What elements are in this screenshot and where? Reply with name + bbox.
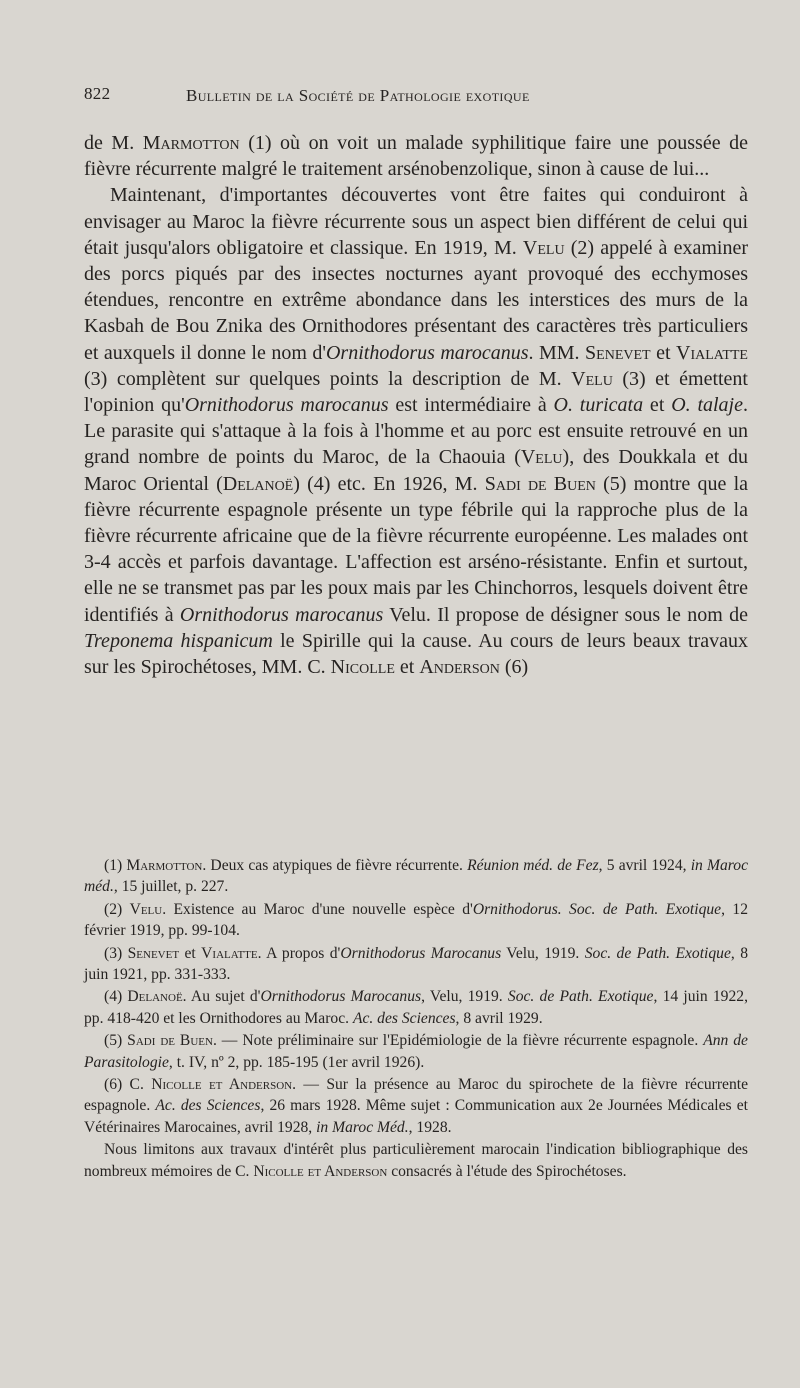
footnote-1: (1) Marmotton. Deux cas atypiques de fièvre récurrente. Réunion méd. de Fez, 5 avril 1924, in Maroc méd., 15 juillet, p. 227. xyxy=(84,857,748,896)
species-name: Ornithodorus marocanus xyxy=(325,341,529,364)
author-name: C. Nicolle xyxy=(307,656,395,679)
footnote-4: (4) Delanoë. Au sujet d'Ornithodorus Marocanus, Velu, 1919. Soc. de Path. Exotique, 14 juin 1922, pp. 418-420 et les Ornithodores au Maroc. Ac. des Sciences, 8 avril 1929. xyxy=(84,988,748,1027)
page-number: 822 xyxy=(84,84,111,103)
species-name: Ornithodorus marocanus xyxy=(184,394,389,417)
species-name: O. talaje xyxy=(671,394,743,417)
paragraph-2: Maintenant, d'importantes découvertes vont être faites qui conduiront à envisager au Maroc la fièvre récurrente sous un aspect bien différent de celui qui était jusqu'alors obligatoire et classique. En 1919, M. Velu (2) appelé à examiner des porcs piqués par des insectes nocturnes ayant provoqué des ecchymoses étendues, rencontre en extrême abondance dans les interstices des murs de la Kasbah de Bou Znika des Ornithodores présentant des caractères très particuliers et auxquels il donne le nom d'Ornithodorus marocanus. MM. Senevet et Vialatte (3) complètent sur quelques points la description de M. Velu (3) et émettent l'opinion qu'Ornithodorus marocanus est intermédiaire à O. turicata et O. talaje. Le parasite qui s'attaque à la fois à l'homme et au porc est ensuite retrouvé en un grand nombre de points du Maroc, de la Chaouia (Velu), des Doukkala et du Maroc Oriental (Delanoë) (4) etc. En 1926, M. Sadi de Buen (5) montre que la fièvre récurrente espagnole présente un type fébrile qui la rapproche plus de la fièvre récurrente africaine que de la fièvre récurrente européenne. Les malades ont 3-4 accès et parfois davantage. L'affection est arséno-résistante. Enfin et surtout, elle ne se transmet pas par les poux mais par les Chinchorros, lesquels doivent être identifiés à Ornithodorus marocanus Velu. Il propose de désigner sous le nom de Treponema hispanicum le Spirille qui la cause. Au cours de leurs beaux travaux sur les Spirochétoses, MM. C. Nicolle et Anderson (6) xyxy=(84,184,749,679)
running-title: Bulletin de la Société de Pathologie exotique xyxy=(186,86,530,105)
footnote-2: (2) Velu. Existence au Maroc d'une nouvelle espèce d'Ornithodorus. Soc. de Path. Exotique, 12 février 1919, pp. 99-104. xyxy=(84,900,748,940)
author-name: Delanoë xyxy=(222,472,294,495)
page-header xyxy=(84,84,739,114)
paragraph-1: de M. Marmotton (1) où on voit un malade syphilitique faire une poussée de fièvre récurrente malgré le traitement arsénobenzolique, sinon à cause de lui... xyxy=(84,132,748,181)
author-name: Sadi de Buen xyxy=(484,472,596,495)
author-name: Velu xyxy=(571,367,613,390)
author-name: Vialatte xyxy=(676,341,748,364)
species-name: O. turicata xyxy=(553,394,644,417)
species-name: Ornithodorus marocanus xyxy=(179,603,384,626)
footnote-6: (6) C. Nicolle et Anderson. — Sur la présence au Maroc du spirochete de la fièvre récurrente espagnole. Ac. des Sciences, 26 mars 1928. Même sujet : Communication aux 2e Journées Médicales et Vétérinaires Marocaines, avril 1928, in Maroc Méd., 1928. xyxy=(84,1076,749,1136)
main-text xyxy=(84,130,748,680)
footnote-3: (3) Senevet et Vialatte. A propos d'Ornithodorus Marocanus Velu, 1919. Soc. de Path. Exotique, 8 juin 1921, pp. 331-333. xyxy=(84,944,749,984)
footnotes xyxy=(84,855,748,1182)
author-name: Velu xyxy=(522,236,565,259)
author-name: Marmotton xyxy=(142,132,240,154)
author-name: Senevet xyxy=(585,341,651,364)
author-name: Velu xyxy=(520,446,563,469)
species-name: Treponema hispanicum xyxy=(84,629,273,652)
author-name: Anderson xyxy=(419,656,500,679)
footnote-5: (5) Sadi de Buen. — Note préliminaire sur l'Epidémiologie de la fièvre récurrente espagnole. Ann de Parasitologie, t. IV, nº 2, pp. 185-195 (1er avril 1926). xyxy=(84,1032,748,1071)
closing-note: Nous limitons aux travaux d'intérêt plus particulièrement marocain l'indication bibliographique des nombreux mémoires de C. Nicolle et Anderson consacrés à l'étude des Spirochétoses. xyxy=(84,1141,748,1180)
